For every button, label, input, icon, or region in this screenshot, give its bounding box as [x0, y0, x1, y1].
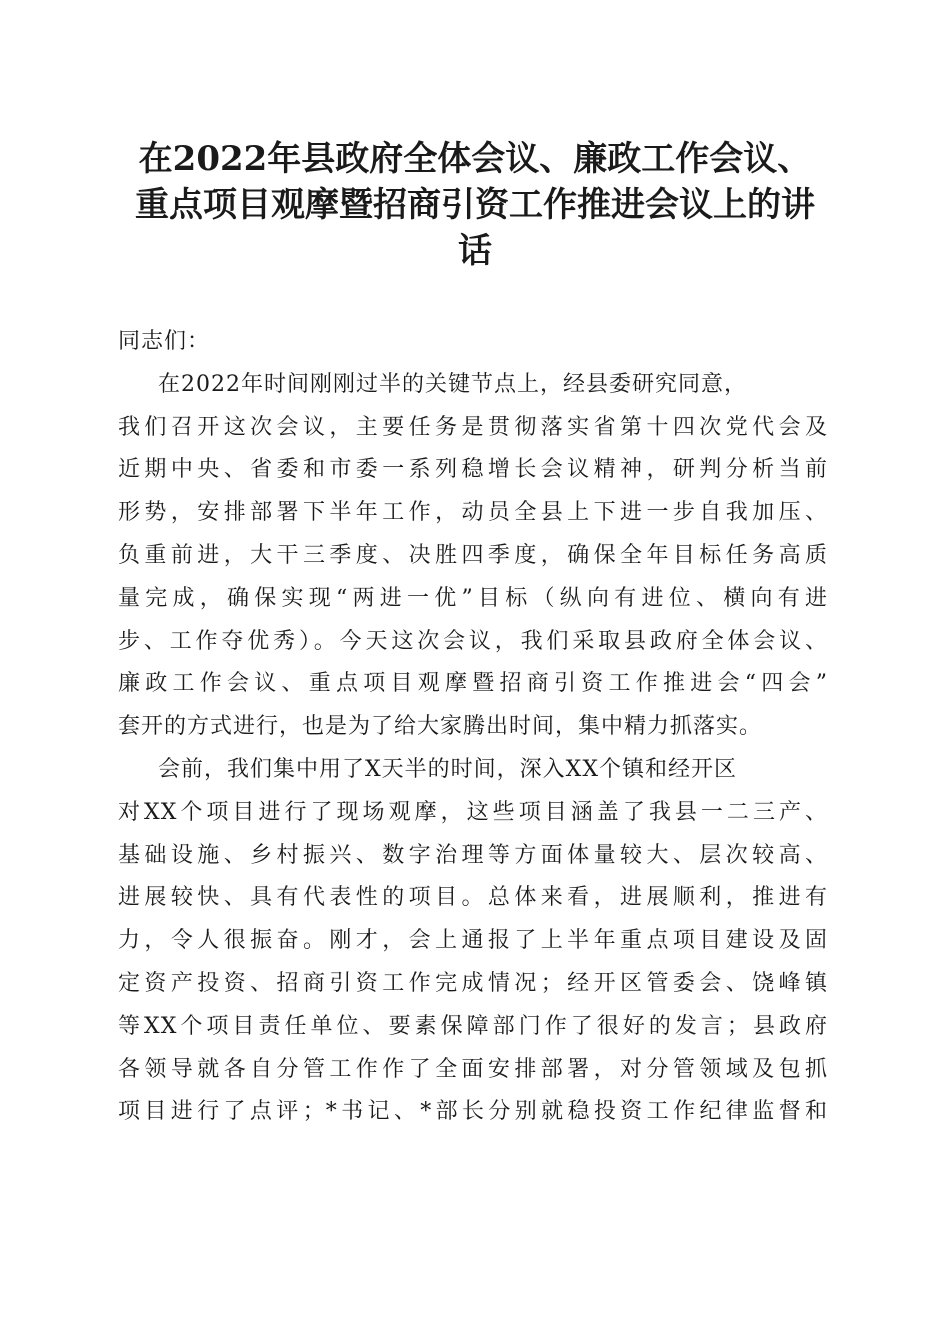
- title-line: 话: [458, 231, 492, 271]
- paragraph-line: 等XX个项目责任单位、要素保障部门作了很好的发言；县政府: [118, 1013, 828, 1039]
- paragraph-line: 对XX个项目进行了现场观摩，这些项目涵盖了我县一二三产、: [118, 799, 828, 825]
- salutation: 同志们：: [118, 329, 211, 354]
- paragraph-line: 在2022年时间刚刚过半的关键节点上，经县委研究同意，: [158, 371, 747, 397]
- document-title: [118, 136, 832, 274]
- paragraph-line: 会前，我们集中用了X天半的时间，深入XX个镇和经开区: [158, 756, 737, 782]
- paragraph-line: 定资产投资、招商引资工作完成情况；经开区管委会、饶峰镇: [118, 970, 828, 996]
- paragraph-line: 量完成，确保实现“两进一优”目标（纵向有进位、横向有进: [118, 585, 828, 611]
- paragraph-line: 近期中央、省委和市委一系列稳增长会议精神，研判分析当前: [118, 457, 828, 483]
- paragraph-line: 形势，安排部署下半年工作，动员全县上下进一步自我加压、: [118, 500, 828, 526]
- paragraph-line: 我们召开这次会议，主要任务是贯彻落实省第十四次党代会及: [118, 414, 828, 440]
- paragraph-1: [118, 364, 828, 749]
- paragraph-2: [118, 749, 828, 1134]
- paragraph-line: 力，令人很振奋。刚才，会上通报了上半年重点项目建设及固: [118, 928, 828, 954]
- paragraph-line: 各领导就各自分管工作作了全面安排部署，对分管领域及包抓: [118, 1056, 828, 1082]
- paragraph-line: 套开的方式进行，也是为了给大家腾出时间，集中精力抓落实。: [118, 714, 763, 740]
- paragraph-line: 基础设施、乡村振兴、数字治理等方面体量较大、层次较高、: [118, 842, 828, 868]
- paragraph-line: 廉政工作会议、重点项目观摩暨招商引资工作推进会“四会”: [118, 671, 828, 697]
- paragraph-line: 步、工作夺优秀）。今天这次会议，我们采取县政府全体会议、: [118, 628, 828, 654]
- document-body: [118, 321, 828, 1134]
- paragraph-line: 负重前进，大干三季度、决胜四季度，确保全年目标任务高质: [118, 542, 828, 568]
- title-line: 在2022年县政府全体会议、廉政工作会议、: [138, 139, 812, 179]
- paragraph-line: 项目进行了点评；*书记、*部长分别就稳投资工作纪律监督和: [118, 1099, 828, 1125]
- paragraph-line: 进展较快、具有代表性的项目。总体来看，进展顺利，推进有: [118, 885, 828, 911]
- title-line: 重点项目观摩暨招商引资工作推进会议上的讲: [135, 185, 815, 225]
